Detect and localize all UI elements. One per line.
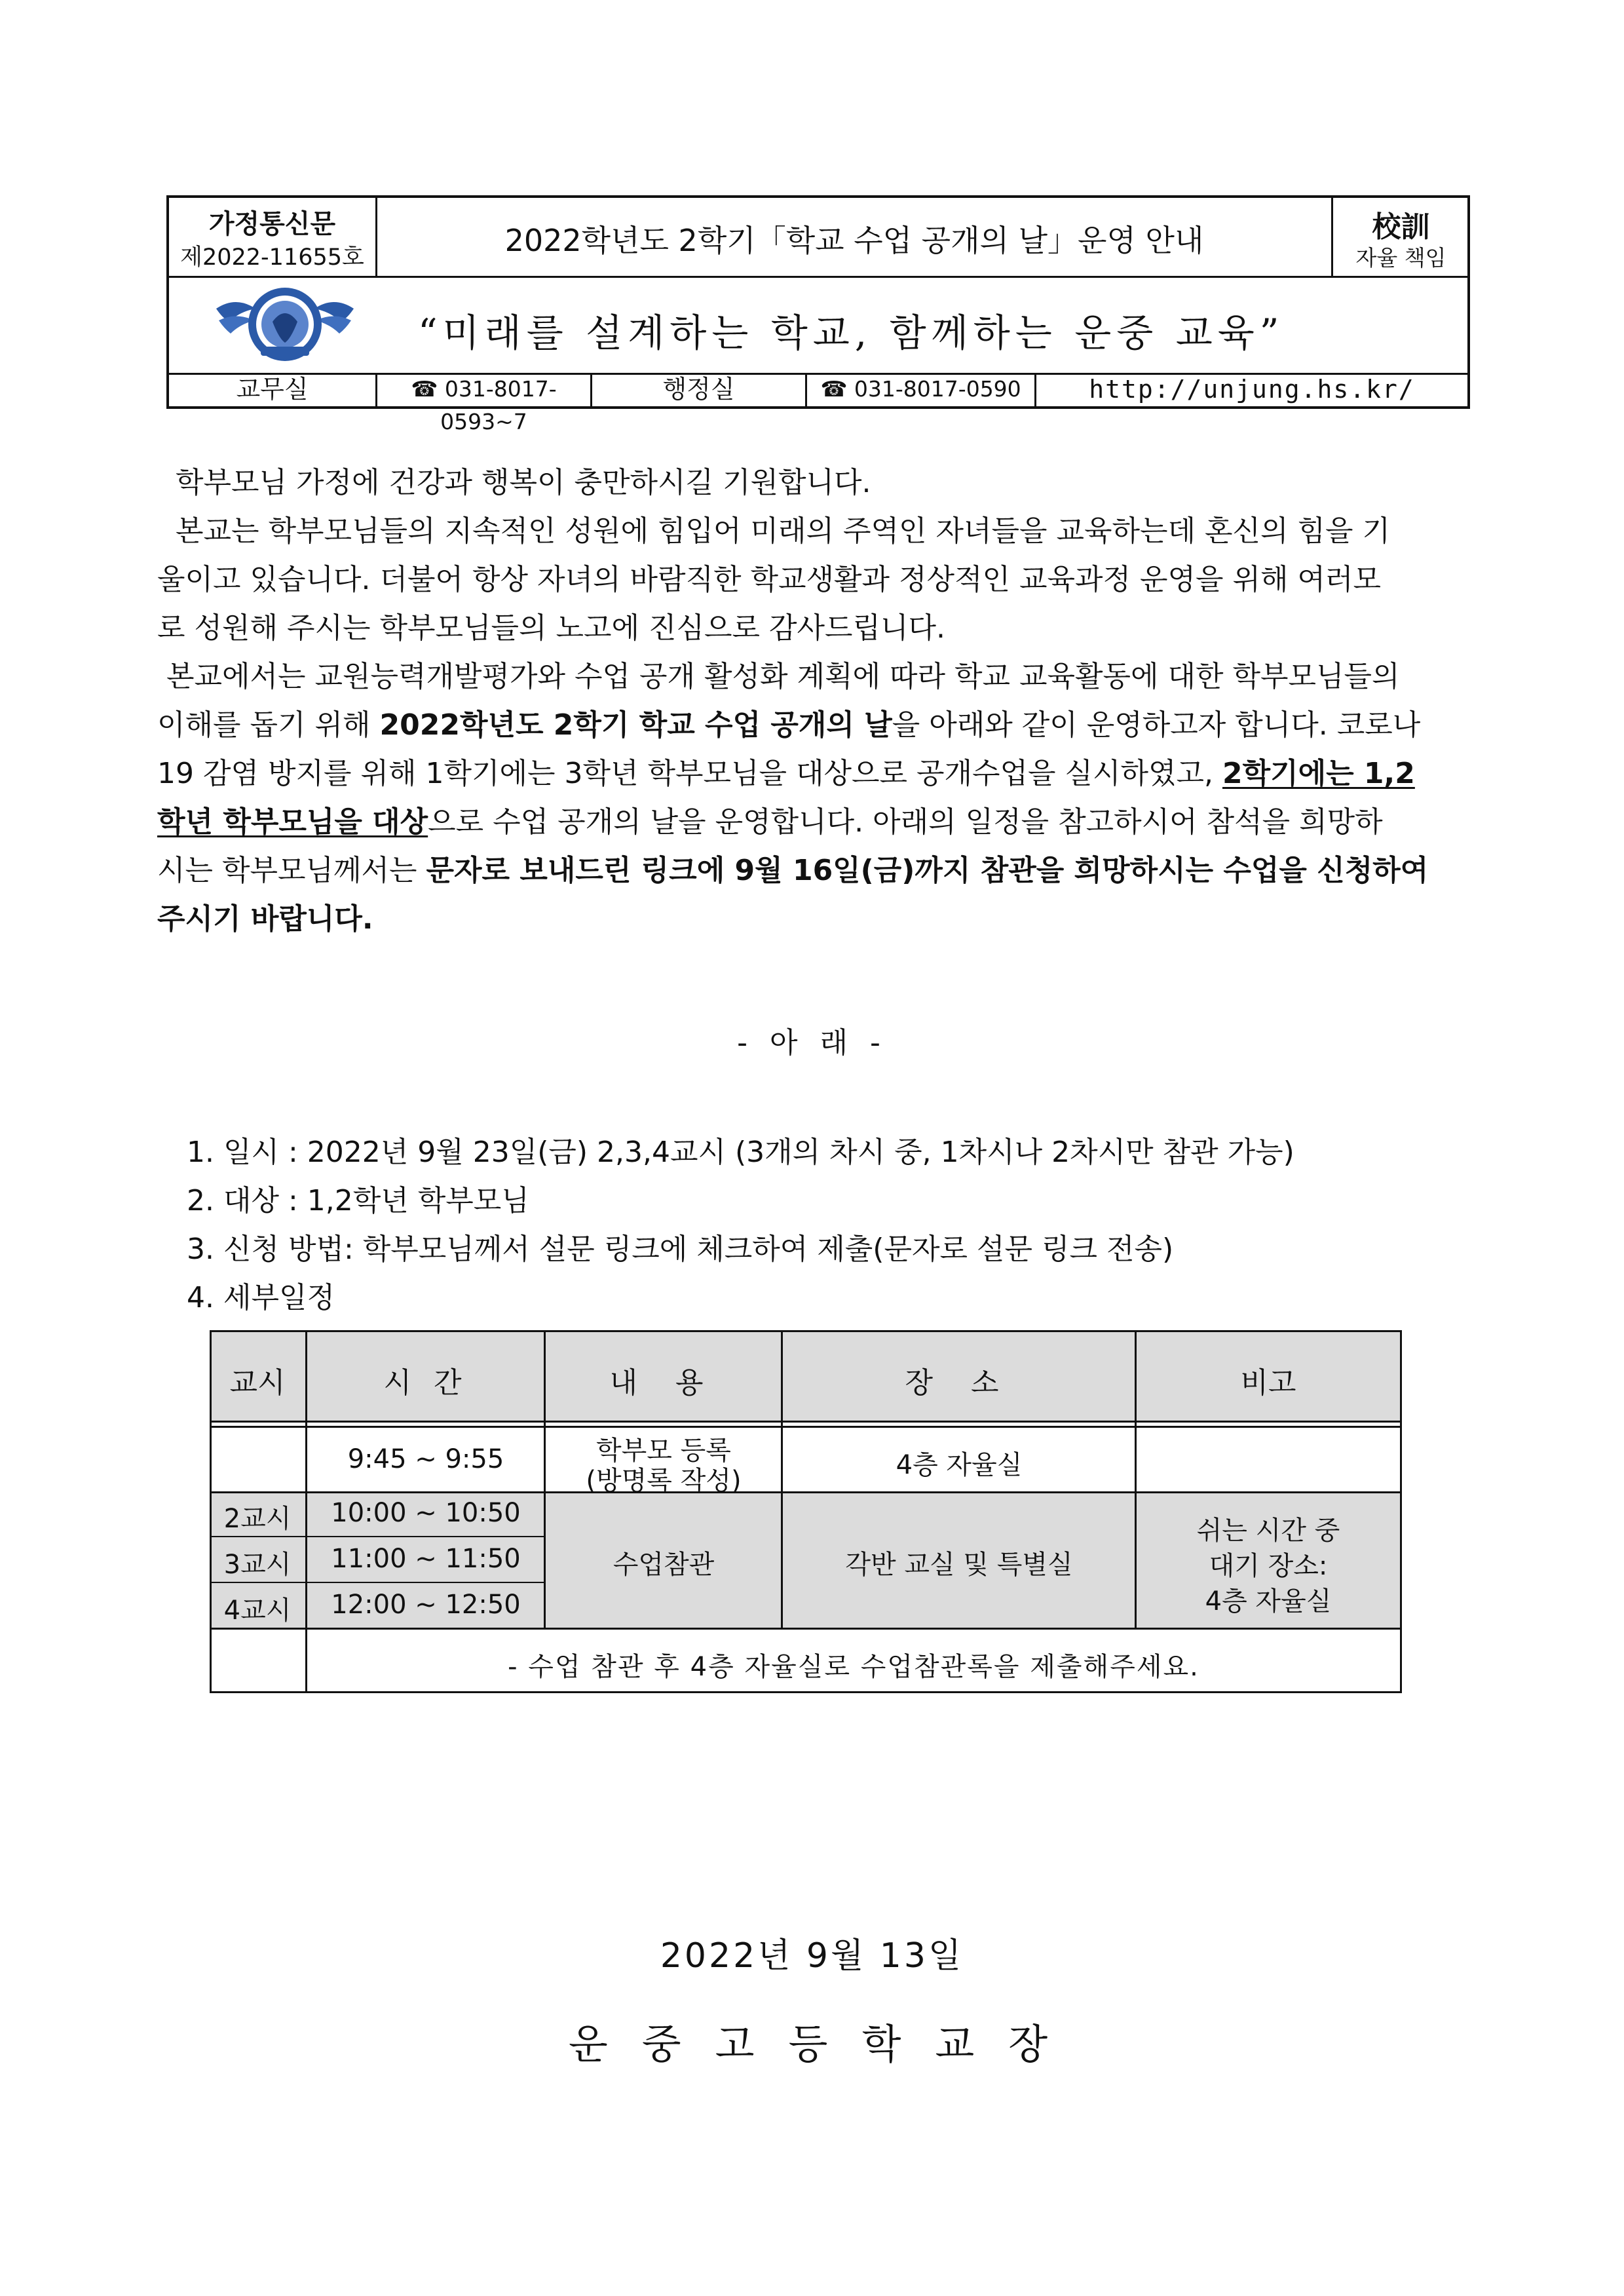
header-slogan-row xyxy=(169,276,1467,375)
newsletter-header xyxy=(166,195,1470,434)
issue-date: 2022년 9월 13일 xyxy=(660,1936,964,1976)
list-item-method: 3. 신청 방법: 학부모님께서 설문 링크에 체크하여 제출(문자로 설문 링크 전송) xyxy=(187,1233,1174,1266)
purpose-text: 을 아래와 같이 운영하고자 합니다. 코로나 xyxy=(892,708,1421,742)
notice-title-cell xyxy=(377,198,1331,276)
purpose-text: 으로 수업 공개의 날을 운영합니다. 아래의 일정을 참고하시어 참석을 희망하 xyxy=(428,805,1383,839)
office-label: 교무실 xyxy=(169,373,377,407)
waiting-note-line-2: 대기 장소: xyxy=(1209,1551,1328,1581)
notice-title: 2022학년도 2학기「학교 수업 공개의 날」운영 안내 xyxy=(504,223,1204,258)
school-website-link[interactable]: http://unjung.hs.kr/ xyxy=(1089,375,1415,404)
class-observation-place: 각반 교실 및 특별실 xyxy=(845,1550,1073,1580)
school-slogan: “미래를 설계하는 학교, 함께하는 운중 교육” xyxy=(418,311,1285,355)
intro-line-3: 로 성원해 주시는 학부모님들의 노고에 진심으로 감사드립니다. xyxy=(157,611,946,645)
period-time: 11:00 ~ 11:50 xyxy=(331,1544,521,1574)
col-header-note: 비고 xyxy=(1240,1366,1296,1400)
col-header-content: 내 용 xyxy=(609,1366,718,1400)
schedule-table xyxy=(210,1330,1402,1693)
details-list xyxy=(187,1128,1294,1322)
period-time: 12:00 ~ 12:50 xyxy=(331,1590,521,1620)
purpose-text: 이해를 돕기 위해 xyxy=(157,708,380,742)
header-title-row xyxy=(169,198,1467,278)
purpose-line-3 xyxy=(157,750,1474,798)
office-phone: ☎ 031-8017-0593~7 xyxy=(377,373,592,407)
col-header-period: 교시 xyxy=(229,1366,286,1400)
intro-line-1: 본교는 학부모님들의 지속적인 성원에 힘입어 미래의 주역인 자녀들을 교육하는데 혼신의 힘을 기 xyxy=(176,514,1391,548)
event-name-emphasis: 2022학년도 2학기 학교 수업 공개의 날 xyxy=(379,708,892,742)
list-item-target: 2. 대상 : 1,2학년 학부모님 xyxy=(187,1184,529,1217)
school-logo xyxy=(210,282,360,366)
target-emphasis: 학년 학부모님을 대상 xyxy=(157,805,428,839)
registration-place: 4층 자율실 xyxy=(896,1450,1023,1480)
waiting-note-line-1: 쉬는 시간 중 xyxy=(1196,1516,1340,1546)
intro-paragraph xyxy=(157,507,1474,653)
registration-content: 학부모 등록 xyxy=(596,1436,731,1466)
motto-heading: 校訓 xyxy=(1372,210,1430,244)
period-cell: 4교시 xyxy=(223,1596,292,1626)
purpose-line-5 xyxy=(157,847,1474,895)
intro-line-2: 울이고 있습니다. 더불어 항상 자녀의 바람직한 학교생활과 정상적인 교육과정 운영을 위해 여러모 xyxy=(157,563,1381,596)
admin-label: 행정실 xyxy=(592,373,807,407)
motto-cell xyxy=(1331,198,1469,276)
class-observation-content: 수업참관 xyxy=(613,1550,715,1580)
period-cell: 3교시 xyxy=(223,1550,292,1580)
table-footer-note: - 수업 참관 후 4층 자율실로 수업참관록을 제출해주세요. xyxy=(508,1652,1199,1682)
col-header-place: 장 소 xyxy=(905,1366,1013,1400)
purpose-text: 19 감염 방지를 위해 1학기에는 3학년 학부모님을 대상으로 공개수업을 실시하였고, xyxy=(157,757,1222,790)
registration-time: 9:45 ~ 9:55 xyxy=(347,1444,504,1474)
registration-content-sub: (방명록 작성) xyxy=(586,1466,742,1496)
below-heading: - 아 래 - xyxy=(737,1026,887,1060)
purpose-line-4 xyxy=(157,798,1474,847)
target-emphasis: 2학기에는 1,2 xyxy=(1222,757,1415,790)
motto-value: 자율 책임 xyxy=(1355,245,1446,271)
col-header-time: 시 간 xyxy=(383,1366,468,1400)
deadline-emphasis: 문자로 보내드린 링크에 9월 16일(금)까지 참관을 희망하시는 수업을 신청하여 xyxy=(426,854,1429,887)
newsletter-title: 가정통신문 xyxy=(208,209,336,239)
greeting-paragraph xyxy=(157,459,1474,507)
purpose-line-2 xyxy=(157,701,1474,750)
principal-signature: 운중고등학교장 xyxy=(568,2020,1082,2068)
list-item-schedule: 4. 세부일정 xyxy=(187,1281,335,1314)
header-contact-row xyxy=(169,373,1467,434)
period-cell: 2교시 xyxy=(223,1504,292,1534)
newsletter-id-cell xyxy=(169,198,377,276)
admin-phone: ☎ 031-8017-0590 xyxy=(807,373,1036,407)
period-time: 10:00 ~ 10:50 xyxy=(331,1498,521,1528)
waiting-note-line-3: 4층 자율실 xyxy=(1205,1586,1332,1617)
purpose-line-6: 주시기 바랍니다. xyxy=(157,902,373,936)
newsletter-number: 제2022-11655호 xyxy=(180,244,364,271)
list-item-date: 1. 일시 : 2022년 9월 23일(금) 2,3,4교시 (3개의 차시 중, 1차시나 2차시만 참관 가능) xyxy=(187,1136,1294,1169)
purpose-paragraph xyxy=(157,653,1474,944)
purpose-text: 시는 학부모님께서는 xyxy=(157,854,426,887)
purpose-line-1: 본교에서는 교원능력개발평가와 수업 공개 활성화 계획에 따라 학교 교육활동에 대한 학부모님들의 xyxy=(166,660,1400,693)
greeting-line: 학부모님 가정에 건강과 행복이 충만하시길 기원합니다. xyxy=(176,466,871,499)
